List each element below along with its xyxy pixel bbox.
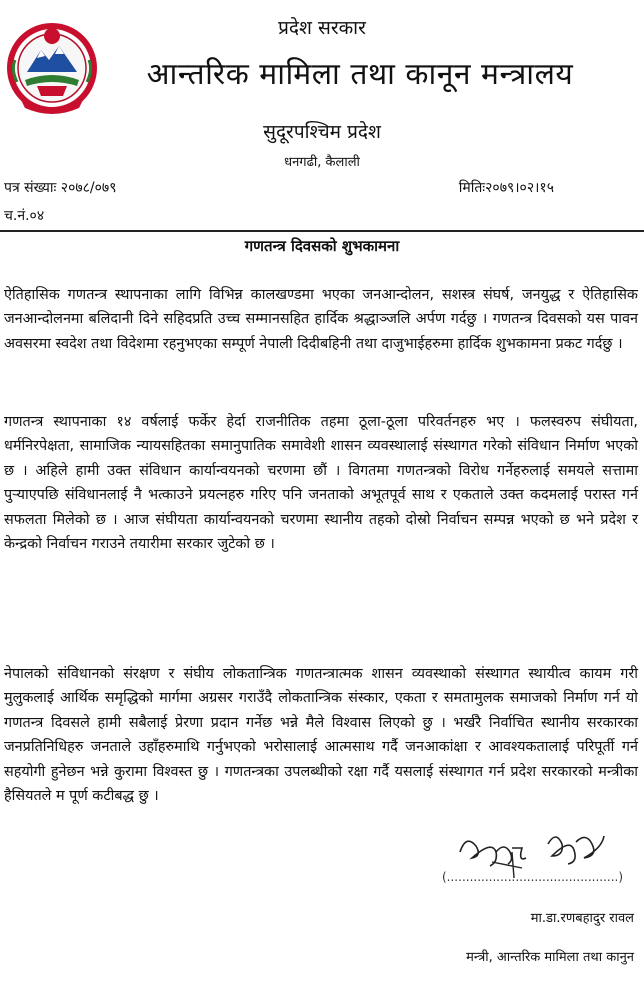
- body-paragraph-1: ऐतिहासिक गणतन्त्र स्थापनाका लागि विभिन्न कालखण्डमा भएका जनआन्दोलन, सशस्त्र संघर्ष, जनयुद्ध र ऐतिहासिक जनआन्दोलनमा बलिदानी दिने सहिदप्रति उच्च सम्मानसहित हार्दिक श्रद्धाञ्जलि अर्पण गर्दछु । गणतन्त्र दिवसको यस पावन अवसरमा स्वदेश तथा विदेशमा रहनुभएका सम्पूर्ण नेपाली दिदीबहिनी तथा दाजुभाईहरुमा हार्दिक शुभकामना प्रकट गर्दछु ।: [4, 287, 638, 352]
- office-address: धनगढी, कैलाली: [284, 155, 360, 170]
- body-paragraph-3: नेपालको संविधानको संरक्षण र संघीय लोकतान्त्रिक गणतन्त्रात्मक शासन व्यवस्थाको संस्थागत स्थायीत्व कायम गरी मुलुकलाई आर्थिक समृद्धिको मार्गमा अग्रसर गराउँदै लोकतान्त्रिक संस्कार, एकता र समतामुलक समाजको निर्माण गर्न यो गणतन्त्र दिवसले हामी सबैलाई प्रेरणा प्रदान गर्नेछ भन्ने मैले विश्वास लिएको छु । भर्खरै निर्वाचित स्थानीय सरकारका जनप्रतिनिधिहरु जनताले उहाँहरुमाथि गर्नुभएको भरोसालाई आत्मसाथ गर्दै जनआकांक्षा र आवश्यकतालाई परिपूर्ती गर्न सहयोगी हुनेछन भन्ने कुरामा विश्वस्त छु । गणतन्त्रका उपलब्धीको रक्षा गर्दै यसलाई संस्थागत गर्न प्रदेश सरकारको मन्त्रीका हैसियतले म पूर्ण कटीबद्ध छु ।: [4, 666, 638, 805]
- province-heading: सुदूरपश्चिम प्रदेश: [263, 121, 381, 143]
- letter-date: मितिः२०७९।०२।१५: [458, 180, 554, 196]
- header-divider: [0, 230, 644, 232]
- ministry-title: आन्तरिक मामिला तथा कानून मन्त्रालय: [146, 57, 574, 92]
- letter-number: पत्र संख्याः २०७८/०७९: [4, 180, 117, 196]
- signer-designation: मन्त्री, आन्तरिक मामिला तथा कानुन: [466, 950, 634, 965]
- body-paragraph-2: गणतन्त्र स्थापनाका १४ वर्षलाई फर्केर हेर्दा राजनीतिक तहमा ठूला-ठूला परिवर्तनहरु भए । फलस्वरुप संघीयता, धर्मनिरपेक्षता, सामाजिक न्यायसहितका समानुपातिक समावेशी शासन व्यवस्थालाई संस्थागत गरेको संविधान निर्माण भएको छ । अहिले हामी उक्त संविधान कार्यान्वयनको चरणमा छौं । विगतमा गणतन्त्रको विरोध गर्नेहरुलाई समयले सत्तामा पुर्‍याएपछि संविधानलाई नै भत्काउने प्रयत्नहरु गरिए पनि जनताको अभूतपूर्व साथ र एकताले उक्त कदमलाई परास्त गर्न सफलता मिलेको छ । आज संघीयता कार्यान्वयनको चरणमा स्थानीय तहको दोस्रो निर्वाचन सम्पन्न भएको छ भने प्रदेश र केन्द्रको निर्वाचन गराउने तयारीमा सरकार जुटेको छ ।: [4, 414, 638, 553]
- government-heading: प्रदेश सरकार: [278, 17, 366, 39]
- signature-line: (.............................................): [442, 870, 624, 884]
- dispatch-number: च.नं.०४: [4, 208, 45, 224]
- signer-name: मा.डा.रणबहादुर रावल: [530, 911, 634, 926]
- letter-subject: गणतन्त्र दिवसको शुभकामना: [244, 237, 400, 255]
